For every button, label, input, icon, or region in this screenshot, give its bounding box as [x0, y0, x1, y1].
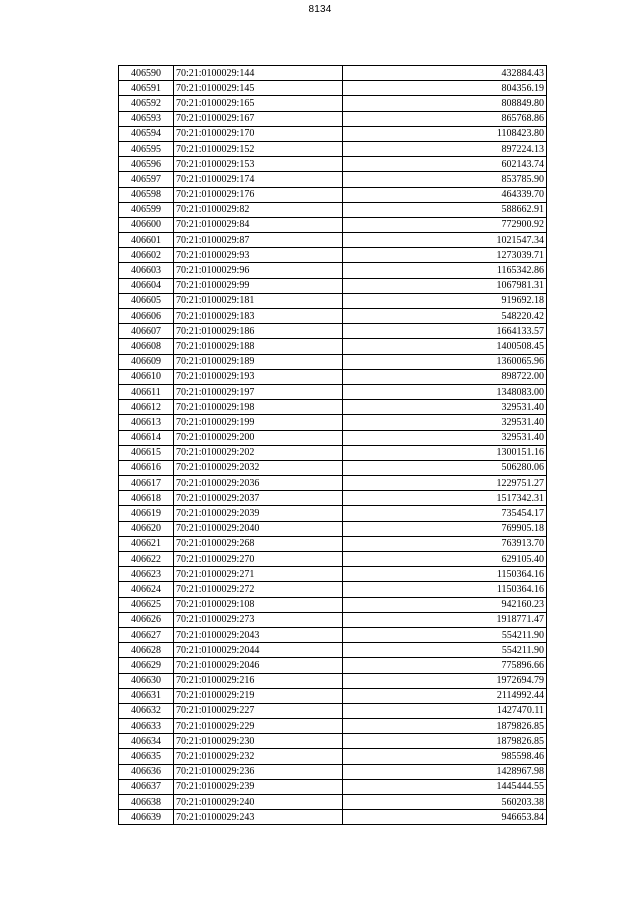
cadastral-number-cell: 70:21:0100029:2040 — [174, 521, 343, 536]
cadastral-number-cell: 70:21:0100029:197 — [174, 384, 343, 399]
table-row — [119, 764, 547, 779]
cadastral-value-cell: 763913.70 — [343, 536, 547, 551]
table-row — [119, 141, 547, 156]
cadastral-value-cell: 329531.40 — [343, 430, 547, 445]
cadastral-value-cell: 919692.18 — [343, 293, 547, 308]
cadastral-value-cell: 329531.40 — [343, 400, 547, 415]
row-number-cell: 406625 — [119, 597, 174, 612]
cadastral-number-cell: 70:21:0100029:216 — [174, 673, 343, 688]
table-row — [119, 384, 547, 399]
cadastral-value-cell: 1150364.16 — [343, 567, 547, 582]
table-row — [119, 597, 547, 612]
cadastral-value-cell: 1150364.16 — [343, 582, 547, 597]
cadastral-number-cell: 70:21:0100029:176 — [174, 187, 343, 202]
cadastral-value-cell: 554211.90 — [343, 627, 547, 642]
row-number-cell: 406635 — [119, 749, 174, 764]
cadastral-value-cell: 772900.92 — [343, 217, 547, 232]
table-row — [119, 445, 547, 460]
cadastral-value-cell: 1348083.00 — [343, 384, 547, 399]
cadastral-number-cell: 70:21:0100029:202 — [174, 445, 343, 460]
cadastral-number-cell: 70:21:0100029:2039 — [174, 506, 343, 521]
table-row — [119, 248, 547, 263]
table-row — [119, 111, 547, 126]
table-row — [119, 233, 547, 248]
cadastral-number-cell: 70:21:0100029:96 — [174, 263, 343, 278]
cadastral-number-cell: 70:21:0100029:181 — [174, 293, 343, 308]
row-number-cell: 406598 — [119, 187, 174, 202]
cadastral-value-cell: 2114992.44 — [343, 688, 547, 703]
table-row — [119, 521, 547, 536]
cadastral-number-cell: 70:21:0100029:272 — [174, 582, 343, 597]
cadastral-number-cell: 70:21:0100029:188 — [174, 339, 343, 354]
cadastral-number-cell: 70:21:0100029:219 — [174, 688, 343, 703]
row-number-cell: 406633 — [119, 719, 174, 734]
row-number-cell: 406636 — [119, 764, 174, 779]
row-number-cell: 406600 — [119, 217, 174, 232]
cadastral-number-cell: 70:21:0100029:236 — [174, 764, 343, 779]
table-row — [119, 734, 547, 749]
cadastral-number-cell: 70:21:0100029:239 — [174, 779, 343, 794]
cadastral-number-cell: 70:21:0100029:84 — [174, 217, 343, 232]
cadastral-value-cell: 1428967.98 — [343, 764, 547, 779]
cadastral-number-cell: 70:21:0100029:270 — [174, 552, 343, 567]
table-row — [119, 688, 547, 703]
table-row — [119, 430, 547, 445]
row-number-cell: 406623 — [119, 567, 174, 582]
row-number-cell: 406620 — [119, 521, 174, 536]
row-number-cell: 406594 — [119, 126, 174, 141]
cadastral-value-cell: 942160.23 — [343, 597, 547, 612]
table-row — [119, 309, 547, 324]
cadastral-number-cell: 70:21:0100029:229 — [174, 719, 343, 734]
row-number-cell: 406637 — [119, 779, 174, 794]
row-number-cell: 406595 — [119, 141, 174, 156]
row-number-cell: 406638 — [119, 795, 174, 810]
row-number-cell: 406610 — [119, 369, 174, 384]
cadastral-value-cell: 432884.43 — [343, 66, 547, 81]
cadastral-value-cell: 946653.84 — [343, 810, 547, 825]
table-row — [119, 278, 547, 293]
cadastral-number-cell: 70:21:0100029:193 — [174, 369, 343, 384]
table-row — [119, 658, 547, 673]
row-number-cell: 406618 — [119, 491, 174, 506]
row-number-cell: 406627 — [119, 627, 174, 642]
row-number-cell: 406611 — [119, 384, 174, 399]
row-number-cell: 406622 — [119, 552, 174, 567]
row-number-cell: 406634 — [119, 734, 174, 749]
row-number-cell: 406613 — [119, 415, 174, 430]
table-row — [119, 749, 547, 764]
table-row — [119, 202, 547, 217]
row-number-cell: 406604 — [119, 278, 174, 293]
cadastral-number-cell: 70:21:0100029:186 — [174, 324, 343, 339]
cadastral-value-cell: 775896.66 — [343, 658, 547, 673]
cadastral-number-cell: 70:21:0100029:2046 — [174, 658, 343, 673]
table-row — [119, 779, 547, 794]
row-number-cell: 406619 — [119, 506, 174, 521]
table-row — [119, 552, 547, 567]
cadastral-value-cell: 1664133.57 — [343, 324, 547, 339]
table-row — [119, 81, 547, 96]
cadastral-number-cell: 70:21:0100029:174 — [174, 172, 343, 187]
cadastral-number-cell: 70:21:0100029:152 — [174, 141, 343, 156]
table-row — [119, 703, 547, 718]
row-number-cell: 406626 — [119, 612, 174, 627]
row-number-cell: 406599 — [119, 202, 174, 217]
row-number-cell: 406605 — [119, 293, 174, 308]
table-row — [119, 172, 547, 187]
cadastral-number-cell: 70:21:0100029:165 — [174, 96, 343, 111]
row-number-cell: 406596 — [119, 157, 174, 172]
row-number-cell: 406617 — [119, 476, 174, 491]
table-row — [119, 582, 547, 597]
cadastral-number-cell: 70:21:0100029:268 — [174, 536, 343, 551]
table-row — [119, 96, 547, 111]
table-row — [119, 627, 547, 642]
row-number-cell: 406616 — [119, 460, 174, 475]
cadastral-value-cell: 853785.90 — [343, 172, 547, 187]
table-row — [119, 460, 547, 475]
table-row — [119, 506, 547, 521]
cadastral-value-cell: 1972694.79 — [343, 673, 547, 688]
cadastral-number-cell: 70:21:0100029:2043 — [174, 627, 343, 642]
cadastral-value-cell: 1108423.80 — [343, 126, 547, 141]
cadastral-value-cell: 1229751.27 — [343, 476, 547, 491]
row-number-cell: 406631 — [119, 688, 174, 703]
cadastral-value-cell: 464339.70 — [343, 187, 547, 202]
cadastral-number-cell: 70:21:0100029:153 — [174, 157, 343, 172]
cadastral-number-cell: 70:21:0100029:170 — [174, 126, 343, 141]
cadastral-number-cell: 70:21:0100029:243 — [174, 810, 343, 825]
cadastral-value-cell: 897224.13 — [343, 141, 547, 156]
cadastral-value-cell: 1400508.45 — [343, 339, 547, 354]
row-number-cell: 406629 — [119, 658, 174, 673]
table-row — [119, 187, 547, 202]
row-number-cell: 406590 — [119, 66, 174, 81]
cadastral-value-cell: 1427470.11 — [343, 703, 547, 718]
cadastral-value-cell: 898722.00 — [343, 369, 547, 384]
table-row — [119, 567, 547, 582]
cadastral-number-cell: 70:21:0100029:93 — [174, 248, 343, 263]
row-number-cell: 406612 — [119, 400, 174, 415]
table-row — [119, 126, 547, 141]
cadastral-value-cell: 1067981.31 — [343, 278, 547, 293]
cadastral-value-cell: 1165342.86 — [343, 263, 547, 278]
cadastral-number-cell: 70:21:0100029:200 — [174, 430, 343, 445]
cadastral-value-cell: 548220.42 — [343, 309, 547, 324]
cadastral-number-cell: 70:21:0100029:2032 — [174, 460, 343, 475]
table-row — [119, 339, 547, 354]
cadastral-value-cell: 629105.40 — [343, 552, 547, 567]
table-row — [119, 536, 547, 551]
cadastral-number-cell: 70:21:0100029:189 — [174, 354, 343, 369]
row-number-cell: 406624 — [119, 582, 174, 597]
row-number-cell: 406607 — [119, 324, 174, 339]
table-row — [119, 643, 547, 658]
row-number-cell: 406592 — [119, 96, 174, 111]
row-number-cell: 406597 — [119, 172, 174, 187]
cadastral-number-cell: 70:21:0100029:145 — [174, 81, 343, 96]
row-number-cell: 406628 — [119, 643, 174, 658]
cadastral-number-cell: 70:21:0100029:227 — [174, 703, 343, 718]
cadastral-number-cell: 70:21:0100029:167 — [174, 111, 343, 126]
cadastral-value-cell: 588662.91 — [343, 202, 547, 217]
row-number-cell: 406630 — [119, 673, 174, 688]
cadastral-number-cell: 70:21:0100029:87 — [174, 233, 343, 248]
cadastral-value-cell: 1273039.71 — [343, 248, 547, 263]
cadastral-value-cell: 1918771.47 — [343, 612, 547, 627]
table-row — [119, 491, 547, 506]
table-row — [119, 293, 547, 308]
table-row — [119, 719, 547, 734]
row-number-cell: 406632 — [119, 703, 174, 718]
cadastral-number-cell: 70:21:0100029:2036 — [174, 476, 343, 491]
cadastral-number-cell: 70:21:0100029:144 — [174, 66, 343, 81]
cadastral-number-cell: 70:21:0100029:232 — [174, 749, 343, 764]
table-row — [119, 66, 547, 81]
table-row — [119, 476, 547, 491]
cadastral-value-cell: 506280.06 — [343, 460, 547, 475]
row-number-cell: 406601 — [119, 233, 174, 248]
row-number-cell: 406615 — [119, 445, 174, 460]
cadastral-number-cell: 70:21:0100029:230 — [174, 734, 343, 749]
cadastral-number-cell: 70:21:0100029:271 — [174, 567, 343, 582]
table-row — [119, 795, 547, 810]
table-row — [119, 673, 547, 688]
page-number: 8134 — [308, 4, 332, 15]
row-number-cell: 406593 — [119, 111, 174, 126]
row-number-cell: 406603 — [119, 263, 174, 278]
cadastral-value-cell: 560203.38 — [343, 795, 547, 810]
row-number-cell: 406608 — [119, 339, 174, 354]
row-number-cell: 406609 — [119, 354, 174, 369]
cadastral-number-cell: 70:21:0100029:99 — [174, 278, 343, 293]
cadastral-value-cell: 804356.19 — [343, 81, 547, 96]
table-row — [119, 415, 547, 430]
table-row — [119, 612, 547, 627]
cadastral-value-cell: 329531.40 — [343, 415, 547, 430]
cadastral-number-cell: 70:21:0100029:199 — [174, 415, 343, 430]
cadastral-value-cell: 1517342.31 — [343, 491, 547, 506]
cadastral-value-cell: 1360065.96 — [343, 354, 547, 369]
cadastral-value-cell: 985598.46 — [343, 749, 547, 764]
table-row — [119, 157, 547, 172]
cadastral-value-cell: 769905.18 — [343, 521, 547, 536]
cadastral-value-table — [118, 65, 547, 825]
cadastral-value-cell: 554211.90 — [343, 643, 547, 658]
table-row — [119, 810, 547, 825]
row-number-cell: 406614 — [119, 430, 174, 445]
cadastral-number-cell: 70:21:0100029:273 — [174, 612, 343, 627]
cadastral-number-cell: 70:21:0100029:82 — [174, 202, 343, 217]
cadastral-value-cell: 735454.17 — [343, 506, 547, 521]
cadastral-value-cell: 865768.86 — [343, 111, 547, 126]
cadastral-number-cell: 70:21:0100029:2037 — [174, 491, 343, 506]
cadastral-value-cell: 1300151.16 — [343, 445, 547, 460]
cadastral-number-cell: 70:21:0100029:108 — [174, 597, 343, 612]
cadastral-value-cell: 1445444.55 — [343, 779, 547, 794]
row-number-cell: 406639 — [119, 810, 174, 825]
row-number-cell: 406606 — [119, 309, 174, 324]
cadastral-value-cell: 1879826.85 — [343, 734, 547, 749]
row-number-cell: 406602 — [119, 248, 174, 263]
cadastral-number-cell: 70:21:0100029:183 — [174, 309, 343, 324]
cadastral-number-cell: 70:21:0100029:198 — [174, 400, 343, 415]
cadastral-number-cell: 70:21:0100029:240 — [174, 795, 343, 810]
cadastral-value-cell: 1879826.85 — [343, 719, 547, 734]
table-row — [119, 263, 547, 278]
cadastral-number-cell: 70:21:0100029:2044 — [174, 643, 343, 658]
table-row — [119, 324, 547, 339]
table-row — [119, 354, 547, 369]
table-row — [119, 369, 547, 384]
table-row — [119, 217, 547, 232]
row-number-cell: 406591 — [119, 81, 174, 96]
cadastral-value-cell: 1021547.34 — [343, 233, 547, 248]
table-row — [119, 400, 547, 415]
cadastral-value-cell: 808849.80 — [343, 96, 547, 111]
row-number-cell: 406621 — [119, 536, 174, 551]
cadastral-value-cell: 602143.74 — [343, 157, 547, 172]
table-body — [119, 66, 547, 825]
